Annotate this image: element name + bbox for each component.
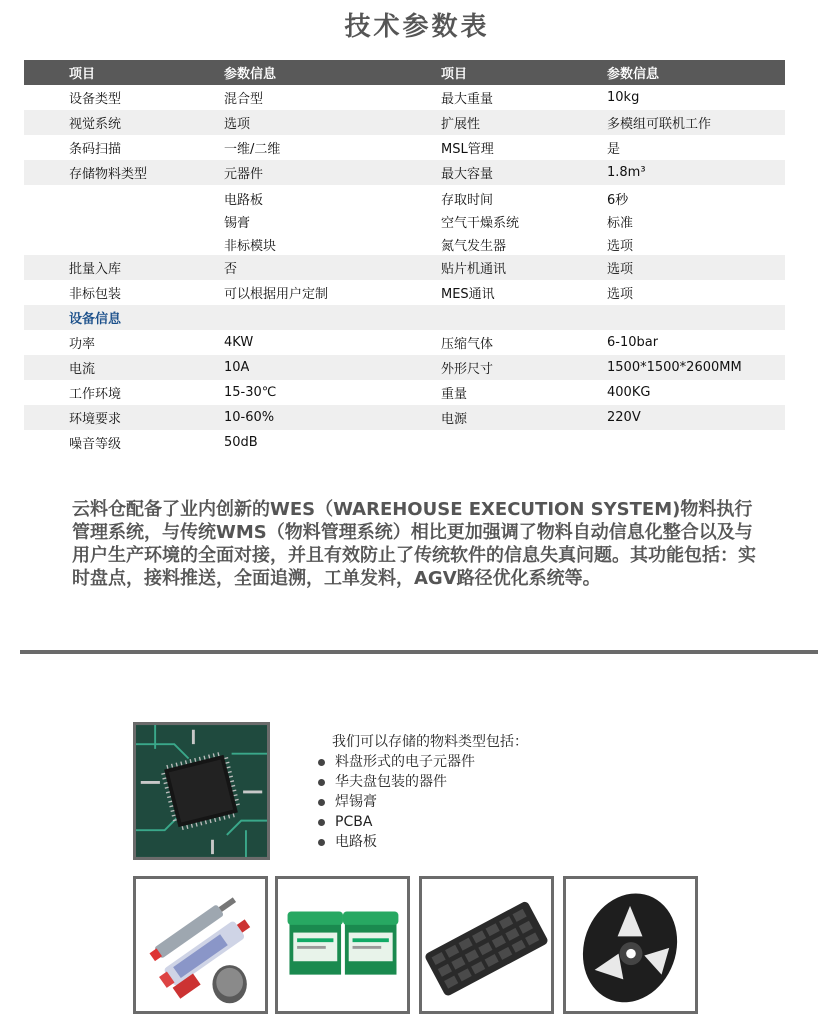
cell-label: 批量入库: [69, 262, 122, 277]
chip-icon: [136, 725, 267, 857]
table-row: [24, 280, 785, 305]
bullet-icon: [318, 759, 325, 766]
table-row: [24, 380, 785, 405]
cell-label: 空气干燥系统: [441, 216, 520, 231]
cell-value: 多模组可联机工作: [607, 117, 712, 132]
cell-value: 选项: [607, 262, 634, 277]
list-item: 料盘形式的电子元器件: [316, 752, 528, 772]
cell-label: 存取时间: [441, 193, 494, 208]
waffle-tray-icon: [422, 879, 551, 1011]
component-reel-icon: [566, 879, 695, 1011]
list-item: 华夫盘包装的器件: [316, 772, 528, 792]
cell-value: 锡膏: [224, 216, 251, 231]
header-item-2: 项目: [441, 67, 468, 82]
cell-label: MES通讯: [441, 287, 495, 302]
table-row: [24, 185, 785, 255]
cell-label-stack: [441, 189, 519, 258]
reel-image: [563, 876, 698, 1014]
cell-value: 15-30℃: [224, 385, 277, 400]
section-heading: 设备信息: [69, 312, 122, 327]
cell-value: 6-10bar: [607, 335, 659, 350]
cell-label: 重量: [441, 387, 468, 402]
cell-value: 1500*1500*2600MM: [607, 360, 742, 375]
list-item: 电路板: [316, 832, 528, 852]
bullet-icon: [318, 779, 325, 786]
cell-value: 非标模块: [224, 239, 277, 254]
cell-label: 条码扫描: [69, 142, 122, 157]
cell-label: 噪音等级: [69, 437, 122, 452]
cell-value: 400KG: [607, 385, 651, 400]
cell-value-stack: [607, 189, 633, 258]
cell-label: 工作环境: [69, 387, 122, 402]
storage-list: [316, 752, 528, 852]
cell-label: 存储物料类型: [69, 167, 148, 182]
table-row: [24, 430, 785, 455]
header-item: 项目: [69, 67, 96, 82]
table-row: [24, 135, 785, 160]
cell-label: 环境要求: [69, 412, 122, 427]
section-row-device-info: [24, 305, 785, 330]
table-row: [24, 255, 785, 280]
cell-value: 1.8m³: [607, 165, 646, 180]
cell-value: 元器件: [224, 167, 264, 182]
cell-label: 功率: [69, 337, 96, 352]
cell-label: 设备类型: [69, 92, 122, 107]
bullet-icon: [318, 799, 325, 806]
cell-value: 10A: [224, 360, 250, 375]
syringe-image: [133, 876, 268, 1014]
cell-value: 标准: [607, 216, 634, 231]
cell-value: 是: [607, 142, 621, 157]
tray-image: [419, 876, 554, 1014]
page-title: 技术参数表: [344, 12, 490, 42]
cell-value: 选项: [224, 117, 251, 132]
cell-label: MSL管理: [441, 142, 494, 157]
cell-label: 外形尺寸: [441, 362, 494, 377]
bullet-icon: [318, 819, 325, 826]
cell-label: 压缩气体: [441, 337, 494, 352]
bullet-icon: [318, 839, 325, 846]
cell-value: 220V: [607, 410, 641, 425]
cell-value: 一维/二维: [224, 142, 281, 157]
cell-value: 6秒: [607, 193, 629, 208]
table-row: [24, 110, 785, 135]
cell-value: 50dB: [224, 435, 258, 450]
cell-label: 非标包装: [69, 287, 122, 302]
cell-label: 最大容量: [441, 167, 494, 182]
cell-value-stack: [224, 189, 276, 258]
table-row: [24, 85, 785, 110]
cell-label: 电流: [69, 362, 96, 377]
section-divider: [20, 650, 818, 654]
solder-syringe-icon: [136, 879, 265, 1011]
spec-table: [24, 60, 785, 455]
cell-value: 10-60%: [224, 410, 275, 425]
cell-label: 扩展性: [441, 117, 481, 132]
cell-value: 可以根据用户定制: [224, 287, 329, 302]
table-header: [24, 60, 785, 85]
cell-label: 贴片机通讯: [441, 262, 507, 277]
cell-value: 10kg: [607, 90, 640, 105]
cell-label: 最大重量: [441, 92, 494, 107]
storage-types: [316, 732, 528, 852]
cell-value: 否: [224, 262, 238, 277]
jar-image: [275, 876, 410, 1014]
wes-description: 云料仓配备了业内创新的WES（WAREHOUSE EXECUTION SYSTEM)物料执行管理系统，与传统WMS（物料管理系统）相比更加强调了物料自动信息化整合以及与用户生产环境的全面对接，并且有效防止了传统软件的信息失真问题。其功能包括：实时盘点，接料推送，全面追溯，工单发料，AGV路径优化系统等。: [72, 499, 756, 589]
table-row: [24, 330, 785, 355]
table-row: [24, 405, 785, 430]
cell-value: 选项: [607, 287, 634, 302]
cell-value: 混合型: [224, 92, 264, 107]
header-param-2: 参数信息: [607, 67, 660, 82]
header-param: 参数信息: [224, 67, 277, 82]
list-item: PCBA: [316, 812, 528, 832]
chip-image: [133, 722, 270, 860]
cell-value: 4KW: [224, 335, 254, 350]
cell-value: 电路板: [224, 193, 264, 208]
cell-label: 视觉系统: [69, 117, 122, 132]
table-row: [24, 160, 785, 185]
list-item: 焊锡膏: [316, 792, 528, 812]
cell-value: 选项: [607, 239, 634, 254]
cell-label: 氮气发生器: [441, 239, 507, 254]
table-row: [24, 355, 785, 380]
cell-label: 电源: [441, 412, 468, 427]
storage-intro: 我们可以存储的物料类型包括：: [332, 734, 528, 750]
solder-jar-icon: [278, 879, 407, 1011]
